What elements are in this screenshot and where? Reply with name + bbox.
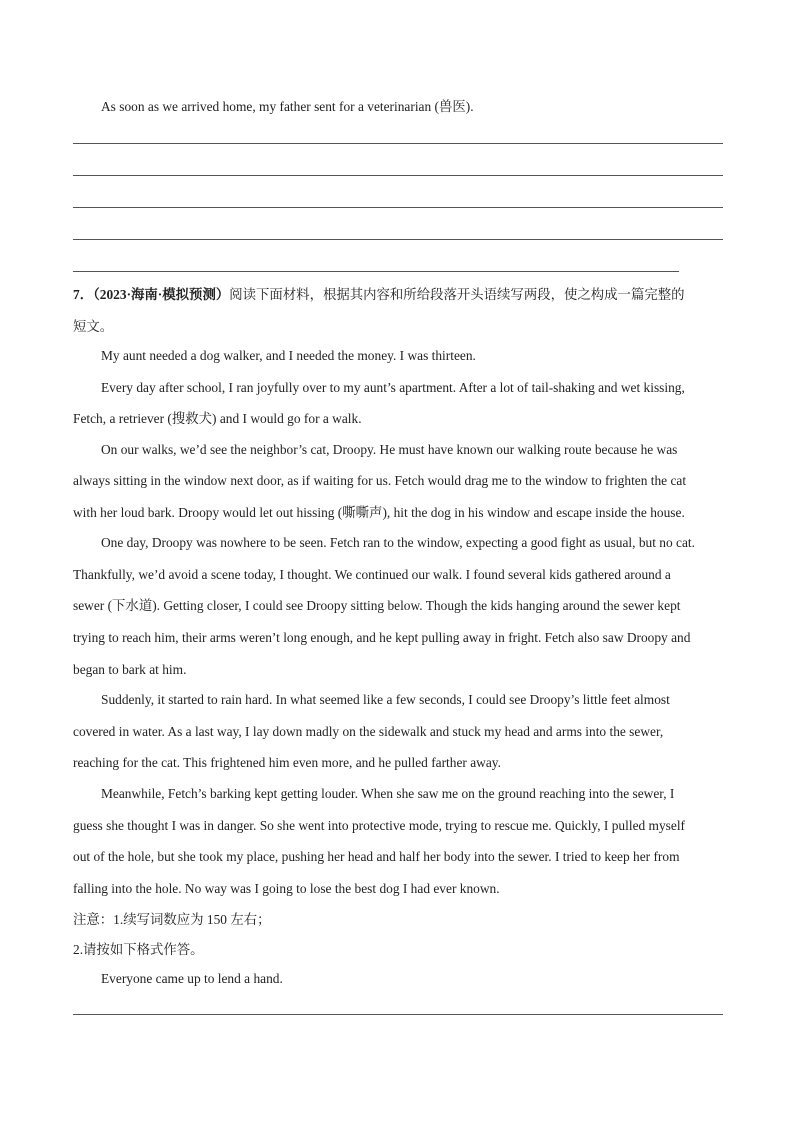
passage-line: trying to reach him, their arms weren’t long enough, and he kept pulling away in fright. Fetch also saw Droopy and	[73, 630, 691, 645]
question-instruction-cont: 短文。	[73, 319, 114, 334]
passage-line: with her loud bark. Droopy would let out hissing (嘶嘶声), hit the dog in his window and escape inside the house.	[73, 505, 685, 520]
passage-line: Thankfully, we’d avoid a scene today, I thought. We continued our walk. I found several kids gathered around a	[73, 567, 671, 582]
passage-line: always sitting in the window next door, as if waiting for us. Fetch would drag me to the window to frighten the cat	[73, 473, 687, 488]
question-number: 7．	[73, 287, 94, 302]
passage-line: sewer (下水道). Getting closer, I could see Droopy sitting below. Though the kids hanging around the sewer kept	[73, 598, 681, 613]
passage-line: covered in water. As a last way, I lay down madly on the sidewalk and stuck my head and arms into the sewer,	[73, 724, 664, 739]
answer-line	[73, 1014, 723, 1015]
passage-line: Fetch, a retriever (搜救犬) and I would go for a walk.	[73, 411, 362, 426]
passage-line: Every day after school, I ran joyfully over to my aunt’s apartment. After a lot of tail-shaking and wet kissing,	[101, 380, 685, 395]
passage-line: falling into the hole. No way was I going to lose the best dog I had ever known.	[73, 881, 500, 896]
answer-line	[73, 239, 723, 240]
passage-line: reaching for the cat. This frightened him even more, and he pulled farther away.	[73, 755, 501, 770]
answer-line	[73, 207, 723, 208]
passage-line: My aunt needed a dog walker, and I needed the money. I was thirteen.	[101, 348, 476, 363]
continuation-prompt-1: As soon as we arrived home, my father sent for a veterinarian (兽医).	[101, 99, 474, 114]
answer-line	[73, 175, 723, 176]
answer-line	[73, 143, 723, 144]
continuation-prompt-2: Everyone came up to lend a hand.	[101, 971, 283, 986]
note-format: 2.请按如下格式作答。	[73, 942, 204, 957]
question-header	[73, 279, 728, 311]
question-source: （2023·海南·模拟预测）	[93, 287, 230, 302]
question-instruction: 阅读下面材料，根据其内容和所给段落开头语续写两段，使之构成一篇完整的	[229, 287, 685, 302]
passage-line: One day, Droopy was nowhere to be seen. Fetch ran to the window, expecting a good fight as usual, but no cat.	[101, 535, 695, 550]
passage-line: guess she thought I was in danger. So she went into protective mode, trying to rescue me. Quickly, I pulled myself	[73, 818, 685, 833]
passage-line: Meanwhile, Fetch’s barking kept getting louder. When she saw me on the ground reaching into the sewer, I	[101, 786, 675, 801]
answer-line	[73, 271, 679, 272]
passage-line: On our walks, we’d see the neighbor’s cat, Droopy. He must have known our walking route because he was	[101, 442, 678, 457]
passage-line: out of the hole, but she took my place, pushing her head and half her body into the sewer. I tried to keep her from	[73, 849, 680, 864]
passage-line: began to bark at him.	[73, 662, 187, 677]
note-word-count: 注意：1.续写词数应为 150 左右；	[73, 912, 271, 927]
passage-line: Suddenly, it started to rain hard. In what seemed like a few seconds, I could see Droopy’s little feet almost	[101, 692, 670, 707]
